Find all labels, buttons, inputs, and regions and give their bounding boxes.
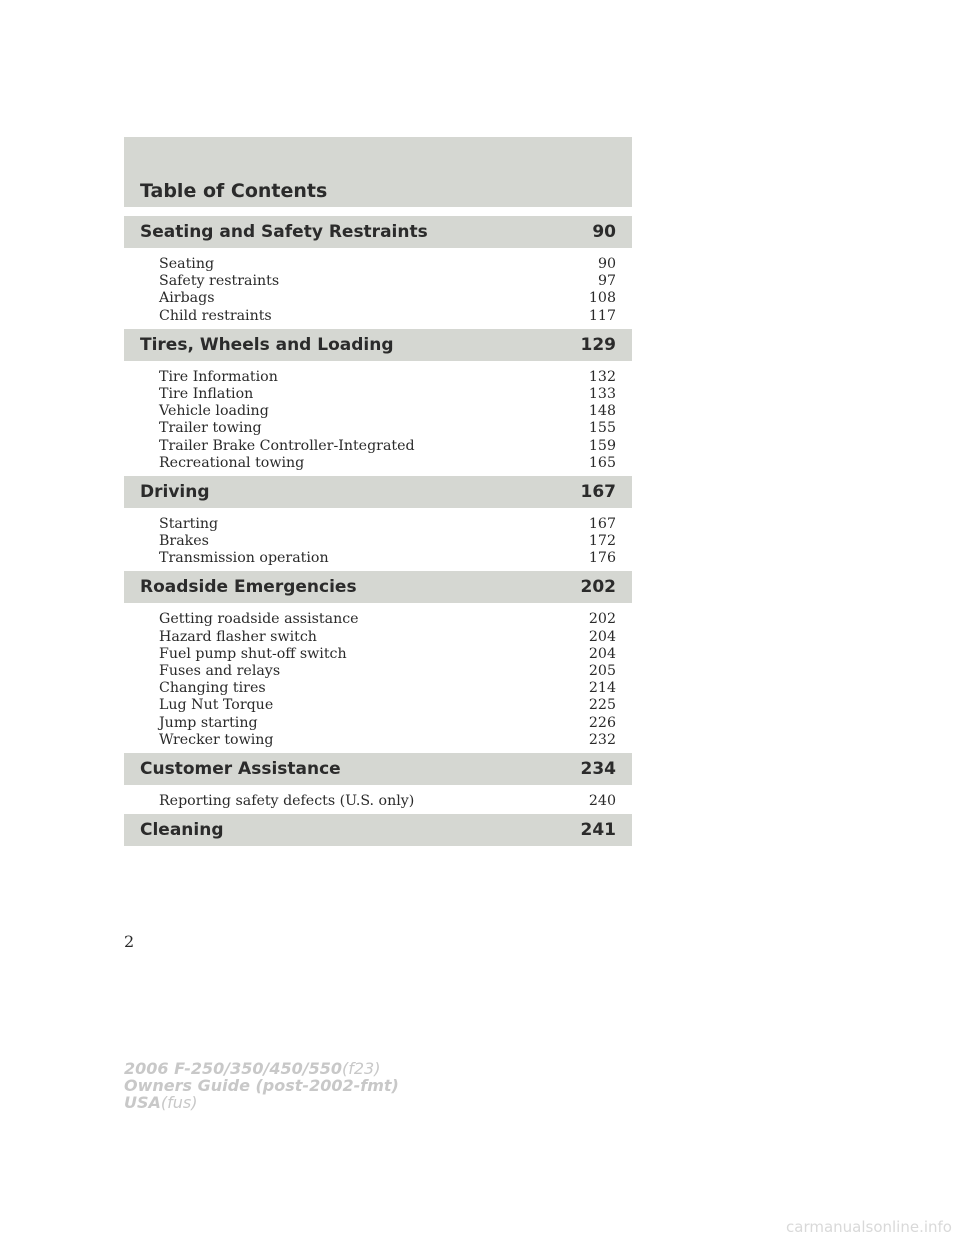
entry-page: 155: [588, 420, 616, 437]
entry-page: 232: [588, 731, 616, 748]
section-entries: [124, 361, 632, 476]
entry-label: Child restraints: [159, 307, 272, 324]
toc-entry[interactable]: [159, 646, 616, 663]
toc-header-band: [124, 137, 632, 207]
footer-market: USA: [124, 1093, 161, 1112]
toc-entry[interactable]: [159, 697, 616, 714]
entry-page: 133: [588, 385, 616, 402]
entry-page: 240: [588, 792, 616, 809]
entry-page: 172: [588, 533, 616, 550]
toc-entry[interactable]: [159, 663, 616, 680]
section-page: 234: [580, 758, 616, 779]
entry-label: Seating: [159, 256, 215, 272]
section-title: Tires, Wheels and Loading: [140, 334, 394, 355]
entry-page: 132: [588, 368, 616, 385]
toc-entry[interactable]: [159, 420, 616, 437]
toc-entry[interactable]: [159, 386, 616, 403]
toc-list: [124, 216, 632, 846]
footer-guide: Owners Guide (post-2002-fmt): [124, 1076, 399, 1095]
toc-entry[interactable]: [159, 308, 616, 325]
section-title: Customer Assistance: [140, 758, 341, 779]
entry-page: 165: [588, 454, 616, 471]
section-heading[interactable]: [124, 476, 632, 508]
toc-entry[interactable]: [159, 715, 616, 732]
page-title: Table of Contents: [140, 180, 328, 202]
section-page: 90: [592, 222, 616, 242]
entry-page: 202: [588, 611, 616, 628]
entry-label: Hazard flasher switch: [159, 628, 317, 645]
section-page: 167: [580, 481, 616, 502]
toc-entry[interactable]: [159, 732, 616, 749]
entry-label: Wrecker towing: [159, 731, 274, 748]
section-heading[interactable]: [124, 814, 632, 846]
entry-label: Airbags: [159, 290, 215, 307]
footer-market-code: (fus): [160, 1093, 198, 1112]
toc-entry[interactable]: [159, 611, 616, 628]
entry-label: Recreational towing: [159, 454, 305, 471]
entry-page: 159: [588, 437, 616, 454]
entry-page: 117: [588, 307, 616, 324]
entry-label: Jump starting: [159, 714, 258, 731]
entry-label: Safety restraints: [159, 273, 280, 290]
toc-entry[interactable]: [159, 403, 616, 420]
entry-page: 214: [588, 680, 616, 697]
document-footer: [124, 1060, 399, 1111]
entry-label: Fuses and relays: [159, 663, 281, 679]
section-heading[interactable]: [124, 329, 632, 361]
footer-model-code: (f23): [342, 1059, 381, 1078]
entry-page: 176: [588, 550, 616, 567]
toc-entry[interactable]: [159, 793, 616, 810]
entry-page: 204: [588, 645, 616, 662]
watermark: carmanualsonline.info: [786, 1218, 952, 1236]
entry-page: 225: [588, 697, 616, 714]
toc-entry[interactable]: [159, 533, 616, 550]
entry-page: 167: [588, 515, 616, 532]
entry-label: Reporting safety defects (U.S. only): [159, 792, 415, 809]
section-title: Driving: [140, 481, 210, 502]
section-page: 202: [580, 577, 616, 598]
entry-page: 205: [588, 663, 616, 679]
entry-label: Tire Inflation: [159, 385, 254, 402]
entry-page: 226: [588, 714, 616, 731]
section-heading[interactable]: [124, 216, 632, 248]
toc-entry[interactable]: [159, 629, 616, 646]
entry-page: 90: [597, 256, 616, 272]
section-heading[interactable]: [124, 571, 632, 603]
entry-label: Getting roadside assistance: [159, 611, 359, 628]
toc-entry[interactable]: [159, 438, 616, 455]
toc-entry[interactable]: [159, 273, 616, 290]
entry-label: Tire Information: [159, 368, 278, 385]
entry-page: 204: [588, 628, 616, 645]
section-page: 129: [580, 334, 616, 355]
entry-label: Trailer towing: [159, 420, 262, 437]
entry-label: Starting: [159, 515, 219, 532]
section-entries: [124, 785, 632, 814]
toc-entry[interactable]: [159, 455, 616, 472]
entry-label: Vehicle loading: [159, 403, 269, 420]
section-entries: [124, 603, 632, 753]
entry-label: Trailer Brake Controller-Integrated: [159, 437, 415, 454]
entry-label: Lug Nut Torque: [159, 697, 274, 714]
page-number: 2: [124, 932, 135, 951]
entry-label: Brakes: [159, 533, 209, 550]
section-title: Seating and Safety Restraints: [140, 222, 428, 242]
toc-entry[interactable]: [159, 550, 616, 567]
entry-page: 148: [588, 403, 616, 420]
footer-model: 2006 F-250/350/450/550: [124, 1059, 342, 1078]
entry-label: Changing tires: [159, 680, 266, 697]
entry-label: Fuel pump shut-off switch: [159, 645, 347, 662]
toc-entry[interactable]: [159, 516, 616, 533]
section-title: Roadside Emergencies: [140, 577, 357, 598]
section-entries: [124, 248, 632, 329]
section-entries: [124, 508, 632, 572]
toc-entry[interactable]: [159, 290, 616, 307]
entry-page: 97: [597, 273, 616, 290]
toc-entry[interactable]: [159, 680, 616, 697]
entry-label: Transmission operation: [159, 550, 329, 567]
section-title: Cleaning: [140, 820, 224, 841]
section-page: 241: [580, 820, 616, 841]
entry-page: 108: [588, 290, 616, 307]
toc-entry[interactable]: [159, 256, 616, 273]
section-heading[interactable]: [124, 753, 632, 785]
toc-entry[interactable]: [159, 369, 616, 386]
